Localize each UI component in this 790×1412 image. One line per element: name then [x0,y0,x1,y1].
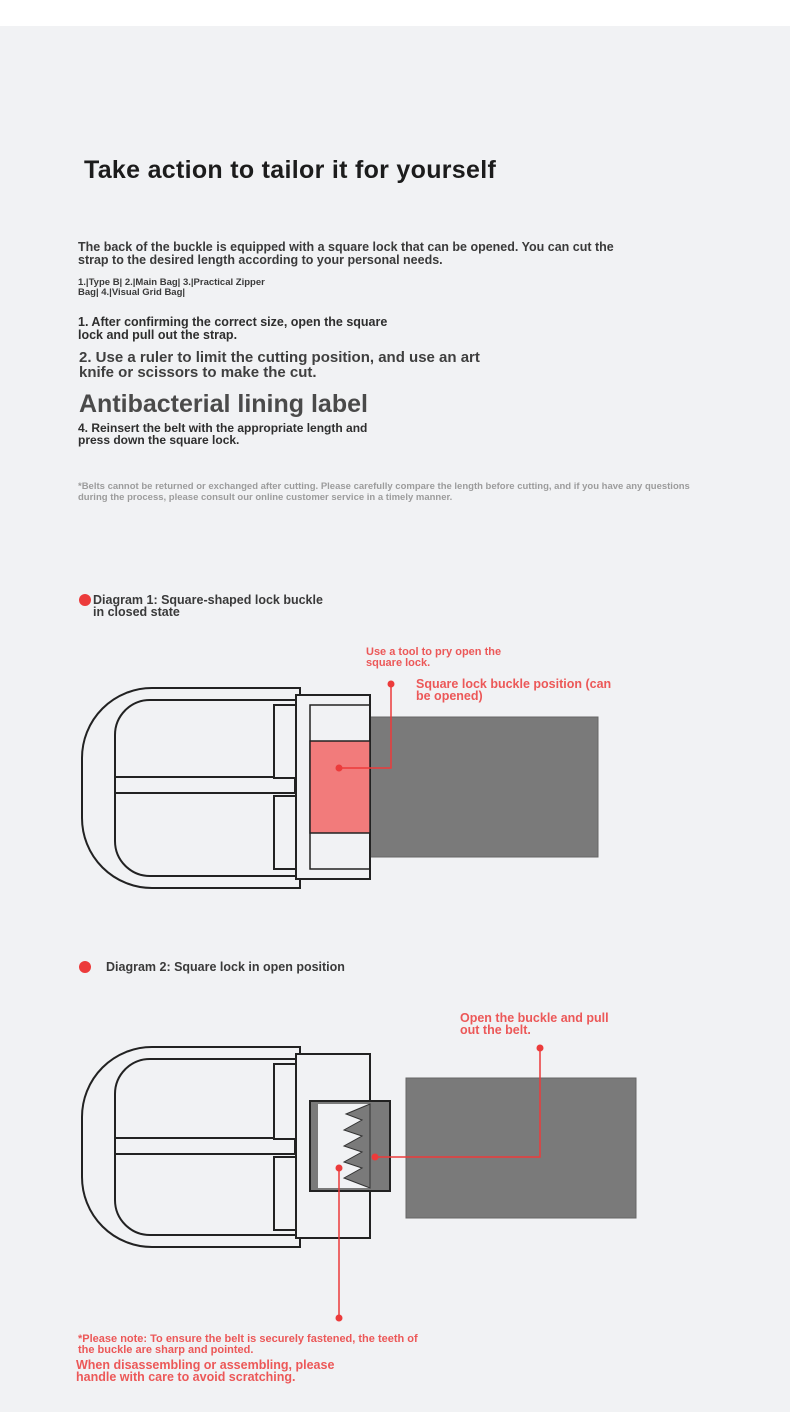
diagram-2-bullet-dot [79,961,91,973]
annotation-dot-2b [537,1045,544,1052]
annotation-dot-1b [388,681,395,688]
pry-tool-note: Use a tool to pry open the square lock. [366,646,502,669]
intro-text: The back of the buckle is equipped with a square lock that can be opened. You can cut the strap to the desired length according to your personal needs. [78,240,614,267]
disclaimer-note: *Belts cannot be returned or exchanged after cutting. Please carefully compare the length before cutting, and if you have any questions during the process, please consult our online customer service in a timely manner. [78,481,690,503]
diagram-2-caption: Diagram 2: Square lock in open position [106,960,345,974]
diagram-2-graphic [82,1045,636,1322]
annotation-dot-2a [372,1154,379,1161]
lock-position-note: Square lock buckle position (can be opened) [416,677,612,703]
diagram-1-caption: Diagram 1: Square-shaped lock buckle in closed state [93,593,323,619]
step-2: 2. Use a ruler to limit the cutting position, and use an art knife or scissors to make the cut. [79,349,480,381]
buckle-bar-2 [115,1138,295,1154]
step-4: 4. Reinsert the belt with the appropriate length and press down the square lock. [78,421,368,447]
annotation-dot-1a [336,765,343,772]
step-1: 1. After confirming the correct size, open the square lock and pull out the strap. [78,315,388,342]
annotation-dot-3b [336,1315,343,1322]
square-lock-highlight [310,741,370,833]
diagram-1-graphic [82,681,598,889]
strap-1 [370,717,598,857]
annotation-dot-3a [336,1165,343,1172]
page-title: Take action to tailor it for yourself [84,156,497,184]
lining-label-heading: Antibacterial lining label [79,390,368,418]
buckle-bar-1 [115,777,295,793]
open-buckle-note: Open the buckle and pull out the belt. [460,1011,609,1037]
strap-2 [406,1078,636,1218]
bag-list: 1.|Type B| 2.|Main Bag| 3.|Practical Zipper Bag| 4.|Visual Grid Bag| [78,277,265,298]
handle-with-care-warning: When disassembling or assembling, please handle with care to avoid scratching. [76,1358,335,1384]
sharp-teeth-warning: *Please note: To ensure the belt is securely fastened, the teeth of the buckle are sharp and pointed. [78,1333,418,1356]
